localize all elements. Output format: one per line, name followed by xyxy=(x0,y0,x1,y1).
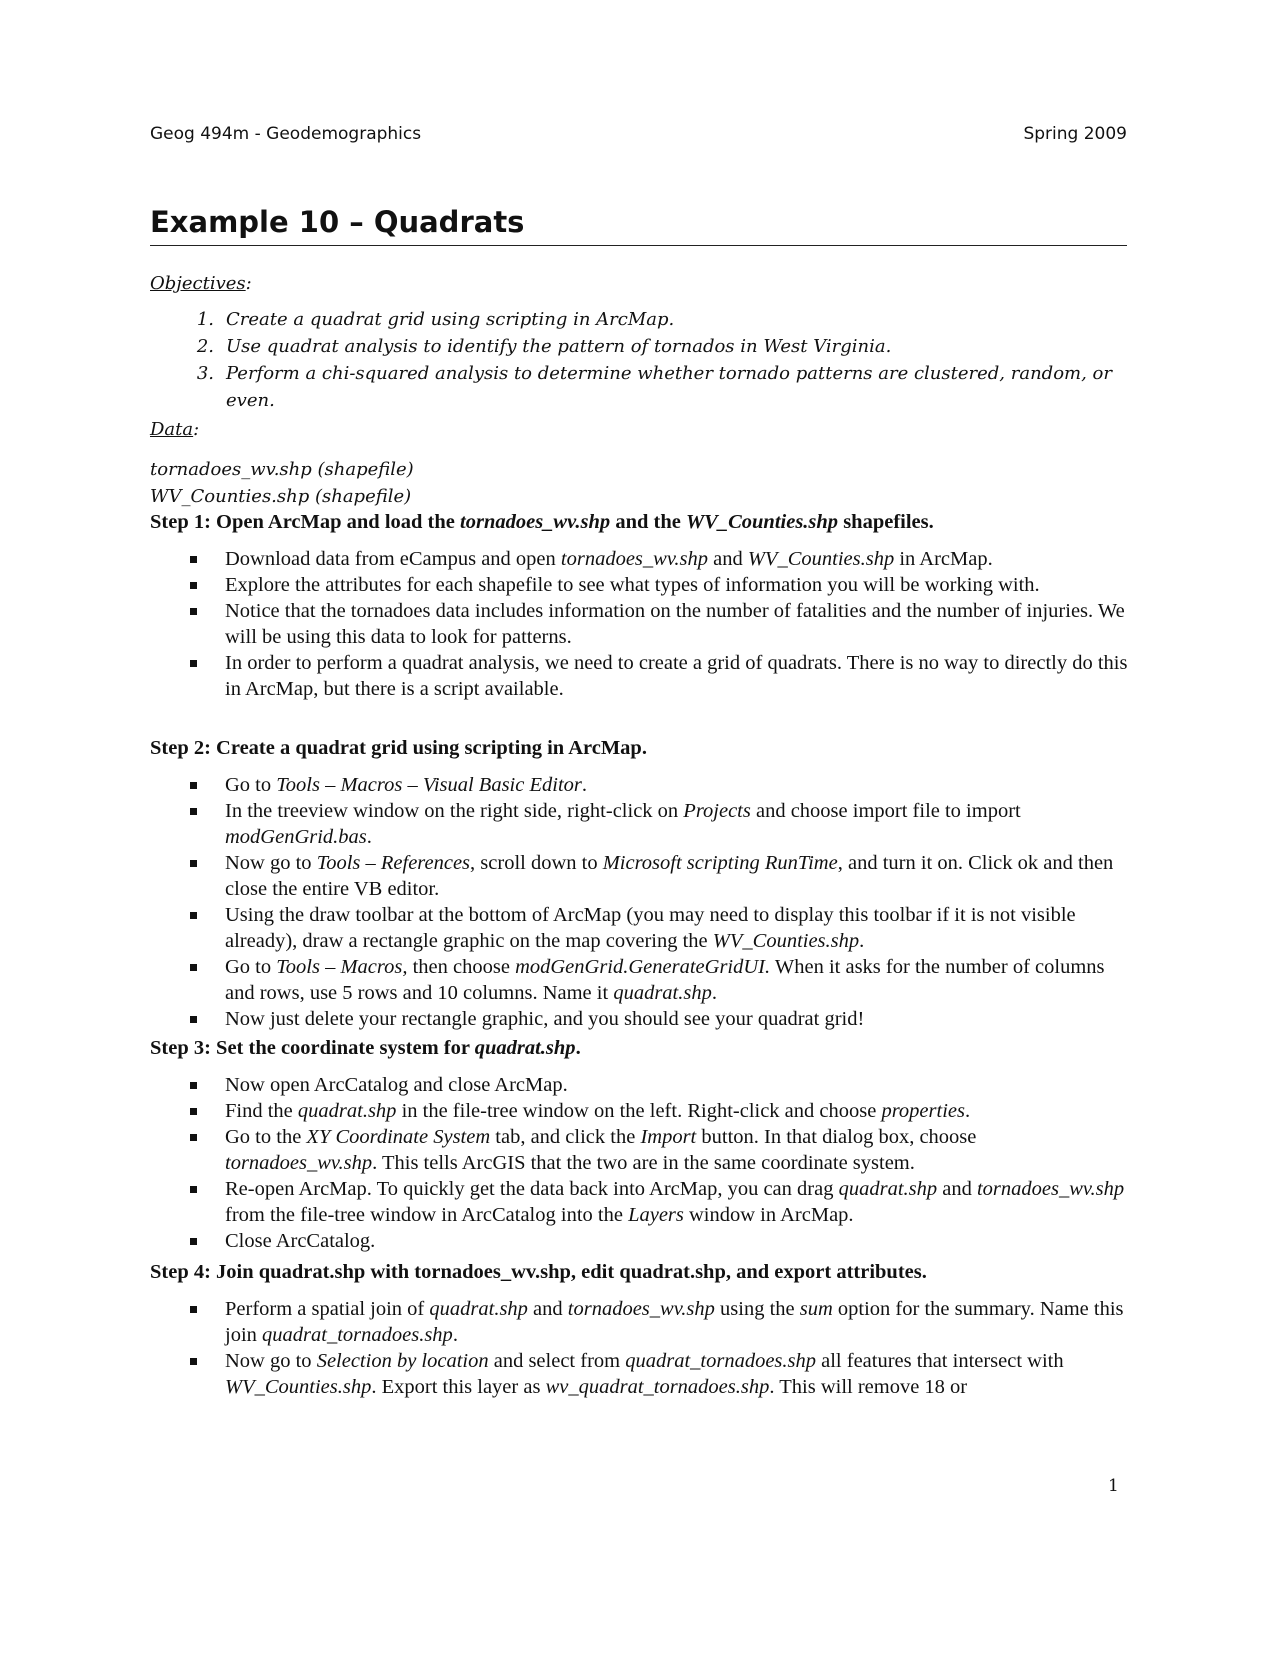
bullet-item xyxy=(150,1228,1130,1254)
text-run: Now just delete your rectangle graphic, and you should see your quadrat grid! xyxy=(225,1008,865,1030)
emphasis-text: XY Coordinate System xyxy=(306,1126,491,1148)
emphasis-text: quadrat.shp xyxy=(474,1037,576,1059)
emphasis-text: quadrat.shp xyxy=(613,982,712,1004)
text-run: in the file-tree window on the left. Right-click and choose xyxy=(396,1100,882,1122)
bullet-item xyxy=(150,572,1130,598)
text-run: tab, and click the xyxy=(490,1126,641,1148)
bullet-item xyxy=(150,546,1130,572)
emphasis-text: WV_Counties.shp xyxy=(685,511,839,533)
data-label: Data: xyxy=(150,419,200,440)
bullet-square-icon xyxy=(150,572,225,598)
bullet-item xyxy=(150,954,1130,1006)
bullet-item xyxy=(150,1006,1130,1032)
bullet-square-icon xyxy=(150,1176,225,1228)
bullet-item xyxy=(150,1098,1130,1124)
bullet-item xyxy=(150,650,1130,702)
text-run: . This tells ArcGIS that the two are in the same coordinate system. xyxy=(372,1152,915,1174)
text-run: . This will remove 18 or xyxy=(769,1376,968,1398)
objective-item: 1. Create a quadrat grid using scripting in ArcMap. xyxy=(196,309,675,330)
objectives-list xyxy=(150,306,1130,414)
text-run: and xyxy=(708,548,748,570)
course-title: Geog 494m - Geodemographics xyxy=(150,124,422,144)
text-run: Using the draw toolbar at the bottom of ArcMap (you may need to display this toolbar if it is not visible already), draw a rectangle graphic on the map covering the xyxy=(225,904,1076,952)
step-4-list xyxy=(150,1296,1130,1400)
step-3-heading xyxy=(150,1037,581,1060)
objectives-label: Objectives: xyxy=(150,273,252,294)
bullet-text xyxy=(225,798,1130,850)
emphasis-text: WV_Counties.shp xyxy=(225,1376,372,1398)
bullet-text xyxy=(225,546,1130,572)
bullet-item xyxy=(150,1072,1130,1098)
text-run: Find the xyxy=(225,1100,298,1122)
text-run: . Export this layer as xyxy=(371,1376,546,1398)
emphasis-text: properties xyxy=(881,1100,965,1122)
bullet-square-icon xyxy=(150,772,225,798)
text-run: Step 4: Join quadrat.shp with tornadoes_wv.shp, edit quadrat.shp, and export attributes. xyxy=(150,1261,927,1283)
text-run: . xyxy=(711,982,717,1004)
text-run: , and turn it on. Click ok and then close the entire VB editor. xyxy=(225,852,1114,900)
bullet-text xyxy=(225,1072,1130,1098)
emphasis-text: Selection by location xyxy=(316,1350,489,1372)
step-2-list xyxy=(150,772,1130,1032)
page-header xyxy=(150,124,1127,144)
bullet-text xyxy=(225,1228,1130,1254)
emphasis-text: Tools – Macros – Visual Basic Editor xyxy=(276,774,582,796)
text-run: using the xyxy=(714,1298,800,1320)
bullet-text xyxy=(225,1296,1130,1348)
text-run: Explore the attributes for each shapefile to see what types of information you will be working with. xyxy=(225,574,1040,596)
bullet-item xyxy=(150,798,1130,850)
text-run: , scroll down to xyxy=(470,852,603,874)
bullet-text xyxy=(225,650,1130,702)
bullet-text xyxy=(225,850,1130,902)
text-run: option for the summary. Name this join xyxy=(225,1298,1124,1346)
bullet-text xyxy=(225,902,1130,954)
emphasis-text: tornadoes_wv.shp xyxy=(560,548,708,570)
bullet-item xyxy=(150,598,1130,650)
data-file: WV_Counties.shp (shapefile) xyxy=(150,486,412,507)
emphasis-text: modGenGrid.bas xyxy=(225,826,367,848)
bullet-text xyxy=(225,1348,1130,1400)
text-run: in ArcMap. xyxy=(894,548,993,570)
text-run: . xyxy=(859,930,865,952)
bullet-item xyxy=(150,1124,1130,1176)
bullet-square-icon xyxy=(150,1006,225,1032)
bullet-text xyxy=(225,1176,1130,1228)
bullet-square-icon xyxy=(150,650,225,702)
text-run: and select from xyxy=(488,1350,626,1372)
page-number: 1 xyxy=(1108,1476,1119,1496)
text-run: . xyxy=(964,1100,971,1122)
text-run: In the treeview window on the right side, right-click on xyxy=(225,800,684,822)
emphasis-text: quadrat.shp xyxy=(838,1178,938,1200)
text-run: . xyxy=(366,826,372,848)
emphasis-text: tornadoes_wv.shp xyxy=(460,511,611,533)
step-4-heading xyxy=(150,1261,927,1284)
text-run: button. In that dialog box, choose xyxy=(696,1126,977,1148)
text-run: Step 3: Set the coordinate system for xyxy=(150,1037,475,1059)
bullet-square-icon xyxy=(150,850,225,902)
bullet-square-icon xyxy=(150,1348,225,1400)
term-label: Spring 2009 xyxy=(1023,124,1127,144)
text-run: Step 1: Open ArcMap and load the xyxy=(150,511,461,533)
bullet-text xyxy=(225,772,1130,798)
bullet-square-icon xyxy=(150,1072,225,1098)
text-run: window in ArcMap. xyxy=(683,1204,854,1226)
text-run: then choose xyxy=(407,956,516,978)
bullet-text xyxy=(225,1006,1130,1032)
bullet-item xyxy=(150,850,1130,902)
emphasis-text: quadrat.shp xyxy=(297,1100,397,1122)
bullet-square-icon xyxy=(150,1098,225,1124)
bullet-text xyxy=(225,572,1130,598)
data-file: tornadoes_wv.shp (shapefile) xyxy=(150,459,414,480)
text-run: . xyxy=(452,1324,458,1346)
emphasis-text: Projects xyxy=(683,800,751,822)
text-run: Now go to xyxy=(225,852,317,874)
text-run: and choose import file to import xyxy=(750,800,1021,822)
step-3-list xyxy=(150,1072,1130,1254)
text-run: shapefiles. xyxy=(838,511,934,533)
bullet-text xyxy=(225,598,1130,650)
text-run: Step 2: Create a quadrat grid using scripting in ArcMap. xyxy=(150,737,647,759)
step-1-list xyxy=(150,546,1130,702)
bullet-square-icon xyxy=(150,1296,225,1348)
text-run: Notice that the tornadoes data includes information on the number of fatalities and the number of injuries. We will be using this data to look for patterns. xyxy=(225,600,1125,648)
text-run: Close ArcCatalog. xyxy=(225,1230,376,1252)
text-run: Re-open ArcMap. To quickly get the data back into ArcMap, you can drag xyxy=(225,1178,839,1200)
emphasis-text: Layers xyxy=(628,1204,684,1226)
bullet-square-icon xyxy=(150,1124,225,1176)
emphasis-text: Microsoft scripting RunTime xyxy=(602,852,838,874)
data-files xyxy=(150,456,414,510)
emphasis-text: tornadoes_wv.shp xyxy=(567,1298,715,1320)
emphasis-text: quadrat_tornadoes.shp xyxy=(262,1324,453,1346)
bullet-square-icon xyxy=(150,954,225,1006)
emphasis-text: Tools – References xyxy=(316,852,471,874)
text-run: and xyxy=(527,1298,568,1320)
emphasis-text: sum xyxy=(799,1298,833,1320)
emphasis-text: Import xyxy=(640,1126,697,1148)
bullet-text xyxy=(225,1098,1130,1124)
emphasis-text: tornadoes_wv.shp xyxy=(976,1178,1125,1200)
emphasis-text: WV_Counties.shp xyxy=(747,548,895,570)
text-run: and the xyxy=(610,511,686,533)
text-run: all features that intersect with xyxy=(816,1350,1064,1372)
emphasis-text: modGenGrid.GenerateGridUI. xyxy=(515,956,771,978)
bullet-text xyxy=(225,954,1130,1006)
bullet-item xyxy=(150,772,1130,798)
bullet-text xyxy=(225,1124,1130,1176)
text-run: Download data from eCampus and open xyxy=(225,548,561,570)
text-run: Go to xyxy=(225,774,277,796)
text-run: Now open ArcCatalog and close ArcMap. xyxy=(225,1074,568,1096)
text-run: . xyxy=(581,774,587,796)
step-2-heading xyxy=(150,737,647,760)
bullet-item xyxy=(150,1296,1130,1348)
emphasis-text: tornadoes_wv.shp xyxy=(225,1152,373,1174)
text-run: Go to the xyxy=(225,1126,307,1148)
emphasis-text: Tools – Macros, xyxy=(276,956,408,978)
objective-item: 2. Use quadrat analysis to identify the pattern of tornados in West Virginia. xyxy=(196,336,892,357)
bullet-item xyxy=(150,902,1130,954)
bullet-item xyxy=(150,1176,1130,1228)
bullet-item xyxy=(150,1348,1130,1400)
text-run: Go to xyxy=(225,956,277,978)
text-run: Now go to xyxy=(225,1350,317,1372)
emphasis-text: wv_quadrat_tornadoes.shp xyxy=(545,1376,770,1398)
emphasis-text: WV_Counties.shp xyxy=(712,930,860,952)
document-title: Example 10 – Quadrats xyxy=(150,204,1127,246)
text-run: Perform a spatial join of xyxy=(225,1298,430,1320)
bullet-square-icon xyxy=(150,546,225,572)
bullet-square-icon xyxy=(150,598,225,650)
text-run: . xyxy=(575,1037,581,1059)
objective-item: 3. Perform a chi-squared analysis to determine whether tornado patterns are clustered, random, or even. xyxy=(196,363,1112,411)
text-run: When it asks for the number of columns and rows, use 5 rows and 10 columns. Name it xyxy=(225,956,1105,1004)
bullet-square-icon xyxy=(150,902,225,954)
step-1-heading xyxy=(150,511,934,534)
text-run: from the file-tree window in ArcCatalog into the xyxy=(225,1204,629,1226)
emphasis-text: quadrat_tornadoes.shp xyxy=(625,1350,817,1372)
bullet-square-icon xyxy=(150,1228,225,1254)
text-run: In order to perform a quadrat analysis, we need to create a grid of quadrats. There is no way to directly do this in ArcMap, but there is a script available. xyxy=(225,652,1128,700)
emphasis-text: quadrat.shp xyxy=(429,1298,528,1320)
bullet-square-icon xyxy=(150,798,225,850)
text-run: and xyxy=(937,1178,977,1200)
